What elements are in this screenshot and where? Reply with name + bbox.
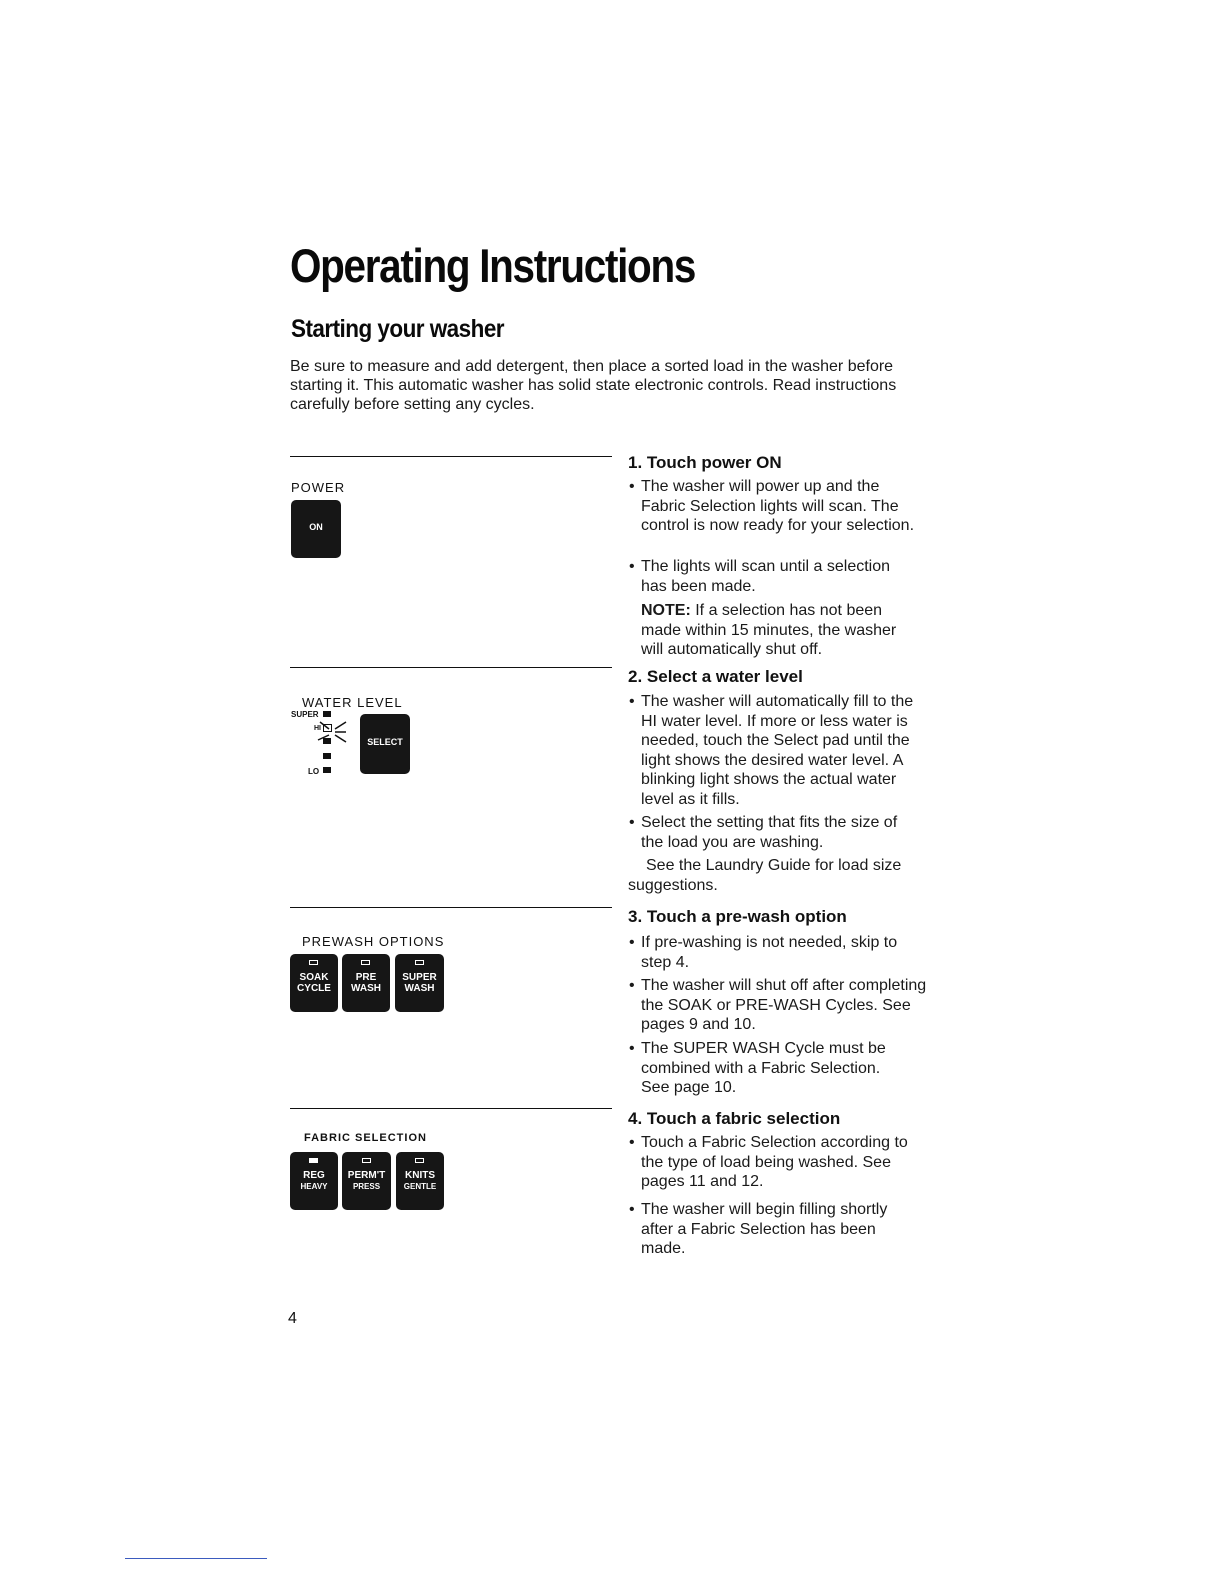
regular-heavy-button[interactable] xyxy=(290,1152,338,1210)
knits-gentle-label-line2: GENTLE xyxy=(403,1182,437,1191)
note-label: NOTE: xyxy=(641,602,691,619)
pre-wash-label xyxy=(342,972,390,994)
step-4-heading: 4. Touch a fabric selection xyxy=(628,1109,841,1128)
bullet-text: If pre-washing is not needed, skip to step 4. xyxy=(641,934,898,971)
bullet-text: The lights will scan until a selection has been made. xyxy=(641,558,891,595)
super-wash-label-line1: SUPER xyxy=(402,972,437,983)
permanent-press-label-line2: PRESS xyxy=(352,1182,381,1191)
indicator-light xyxy=(415,960,424,965)
super-wash-button[interactable] xyxy=(395,954,444,1012)
bullet-text: Touch a Fabric Selection according to the type of load being washed. See pages 11 and 12. xyxy=(641,1134,908,1190)
permanent-press-button[interactable] xyxy=(342,1152,391,1210)
level-lo-label: LO xyxy=(308,767,320,776)
regular-heavy-label-line1: REG xyxy=(303,1170,325,1181)
soak-cycle-label-line1: SOAK xyxy=(299,972,329,983)
soak-cycle-label xyxy=(290,972,338,994)
regular-heavy-label xyxy=(290,1170,338,1192)
list-item: • The SUPER WASH Cycle must be combined with a Fabric Selection. See page 10. xyxy=(629,1040,886,1096)
divider xyxy=(290,907,612,908)
bullet-text: The SUPER WASH Cycle must be combined with a Fabric Selection. See page 10. xyxy=(641,1040,886,1096)
knits-gentle-label-line1: KNITS xyxy=(405,1170,435,1181)
prewash-options-label: PREWASH OPTIONS xyxy=(302,934,445,949)
indicator-light xyxy=(361,960,370,965)
footer-rule xyxy=(125,1558,267,1559)
pre-wash-button[interactable] xyxy=(342,954,390,1012)
select-button-label: SELECT xyxy=(367,737,403,747)
bullet-text: The washer will shut off after completing the SOAK or PRE-WASH Cycles. See pages 9 and 10. xyxy=(641,977,927,1033)
section-title: Starting your washer xyxy=(291,315,505,343)
level-med-light xyxy=(323,738,331,744)
page-title: Operating Instructions xyxy=(290,239,696,292)
blinking-light-icon xyxy=(316,716,350,746)
water-level-indicator xyxy=(290,708,350,778)
super-wash-label-line2: WASH xyxy=(404,983,435,994)
note xyxy=(641,601,916,660)
fabric-selection-label: FABRIC SELECTION xyxy=(304,1132,427,1144)
note-text: If a selection has not been made within 15 minutes, the washer will automatically shut off. xyxy=(641,602,897,658)
level-hi-label: HI xyxy=(314,725,321,732)
divider xyxy=(290,667,612,668)
list-item: • The washer will automatically fill to the HI water level. If more or less water is needed, touch the Select pad until the light shows the desired water level. A blinking light shows the actual water level as it fills. xyxy=(629,693,914,808)
list-item: • The lights will scan until a selection has been made. xyxy=(629,558,891,595)
list-item: • Select the setting that fits the size of the load you are washing. xyxy=(629,814,898,851)
list-item: • If pre-washing is not needed, skip to step 4. xyxy=(629,934,898,971)
step-3-heading: 3. Touch a pre-wash option xyxy=(628,907,847,926)
step-2-heading: 2. Select a water level xyxy=(628,667,803,686)
indicator-light xyxy=(309,1158,318,1163)
intro-paragraph: Be sure to measure and add detergent, then place a sorted load in the washer before starting it. This automatic washer has solid state electronic controls. Read instructions carefully before setting any cycles. xyxy=(290,358,897,413)
step-1-heading: 1. Touch power ON xyxy=(628,453,782,472)
level-lo-light xyxy=(323,767,331,773)
divider xyxy=(290,456,612,457)
knits-gentle-label xyxy=(396,1170,444,1192)
list-item: • The washer will shut off after completing the SOAK or PRE-WASH Cycles. See pages 9 and 10. xyxy=(629,977,927,1033)
select-water-level-button[interactable] xyxy=(360,714,410,774)
power-label: POWER xyxy=(291,480,346,495)
super-wash-label xyxy=(395,972,444,994)
permanent-press-label xyxy=(342,1170,391,1192)
power-on-button-label: ON xyxy=(309,522,323,532)
list-item: • The washer will begin filling shortly after a Fabric Selection has been made. xyxy=(629,1201,888,1257)
divider xyxy=(290,1108,612,1109)
indicator-light xyxy=(362,1158,371,1163)
pre-wash-label-line1: PRE xyxy=(355,972,377,983)
pre-wash-label-line2: WASH xyxy=(351,983,381,994)
bullet-text: The washer will begin filling shortly after a Fabric Selection has been made. xyxy=(641,1201,888,1257)
power-on-button[interactable] xyxy=(291,500,341,558)
soak-cycle-button[interactable] xyxy=(290,954,338,1012)
bullet-text: Select the setting that fits the size of the load you are washing. xyxy=(641,814,898,851)
regular-heavy-label-line2: HEAVY xyxy=(300,1182,328,1191)
list-item: • Touch a Fabric Selection according to the type of load being washed. See pages 11 and 12. xyxy=(629,1134,908,1190)
indicator-light xyxy=(309,960,318,965)
permanent-press-label-line1: PERM'T xyxy=(347,1170,386,1181)
page-number: 4 xyxy=(288,1310,297,1327)
indicator-light xyxy=(415,1158,424,1163)
bullet-text: The washer will automatically fill to the HI water level. If more or less water is needed, touch the Select pad until the light shows the desired water level. A blinking light shows the actual water level as it fills. xyxy=(641,693,914,808)
soak-cycle-label-line2: CYCLE xyxy=(297,983,331,994)
laundry-guide-note: See the Laundry Guide for load size suggestions. xyxy=(628,857,902,894)
bullet-text: The washer will power up and the Fabric Selection lights will scan. The control is now ready for your selection. xyxy=(641,478,915,534)
water-level-label: WATER LEVEL xyxy=(302,695,403,710)
list-item: • The washer will power up and the Fabric Selection lights will scan. The control is now ready for your selection. xyxy=(629,478,915,534)
level-super-label: SUPER xyxy=(291,710,319,719)
level-low-med-light xyxy=(323,753,331,759)
knits-gentle-button[interactable] xyxy=(396,1152,444,1210)
